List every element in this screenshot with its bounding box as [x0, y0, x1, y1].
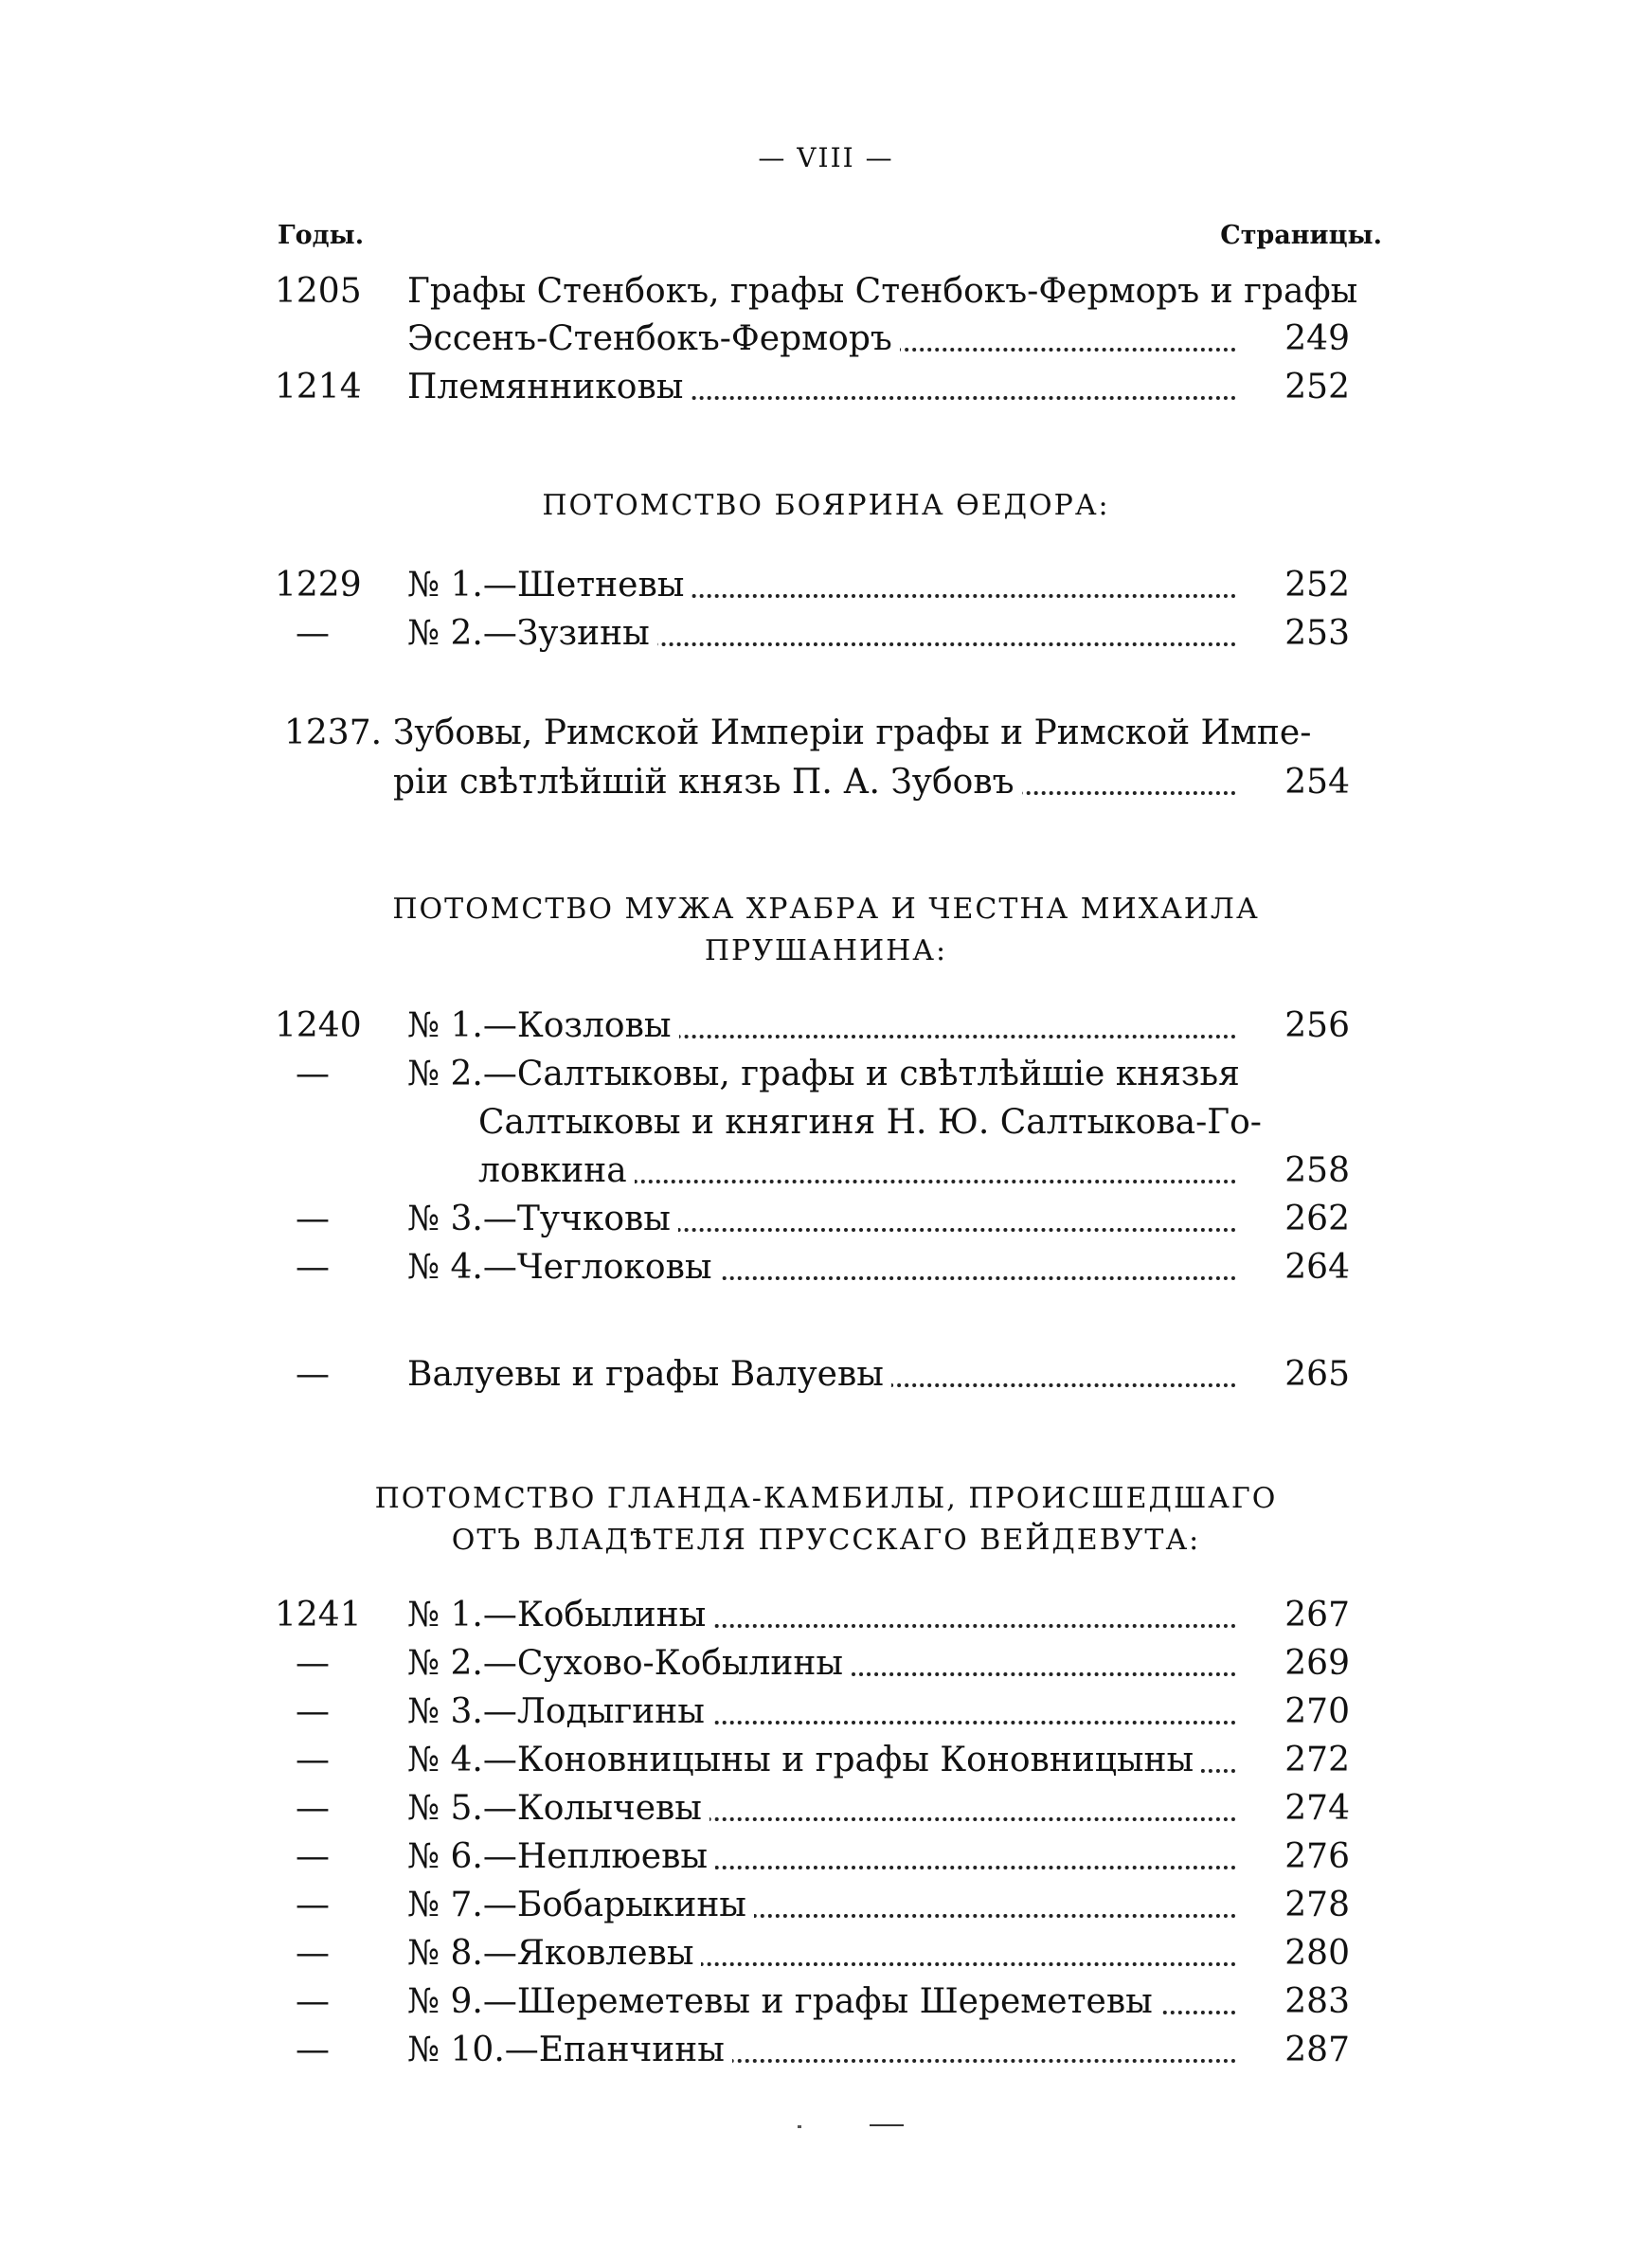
entry-year: — [296, 1789, 330, 1828]
entry-year: — [296, 1055, 330, 1093]
toc-entry [275, 268, 1369, 316]
entry-text: № 2.—Зузины [407, 610, 1236, 658]
entry-year: — [296, 614, 330, 653]
toc-entry [275, 1351, 1369, 1399]
entry-year: — [296, 1644, 330, 1683]
entry-year: — [296, 1741, 330, 1779]
entry-year: — [296, 1837, 330, 1876]
toc-entry [275, 562, 1369, 609]
entry-page: 278 [1284, 1886, 1350, 1924]
toc-entry [275, 1978, 1369, 2026]
toc-entry [275, 1592, 1369, 1639]
section-title: ПОТОМСТВО МУЖА ХРАБРА И ЧЕСТНА МИХАИЛА [392, 893, 1260, 926]
entry-text: № 1.—Шетневы [407, 562, 1236, 609]
entry-page: 269 [1284, 1644, 1350, 1683]
entry-text: № 7.—Бобарыкины [407, 1882, 1236, 1929]
entry-text: № 10.—Епанчины [407, 2027, 1236, 2074]
toc-entry [275, 1930, 1369, 1977]
entry-page: 276 [1284, 1837, 1350, 1876]
entry-page: 280 [1284, 1934, 1350, 1973]
entry-text: № 3.—Тучковы [407, 1196, 1236, 1243]
entry-text: № 1.—Козловы [407, 1002, 1236, 1050]
entry-year: 1214 [275, 368, 362, 406]
entry-text: № 4.—Чеглоковы [407, 1244, 1236, 1291]
toc-entry [275, 710, 1369, 757]
entry-text: № 3.—Лодыгины [407, 1688, 1236, 1736]
section-title: ПОТОМСТВО БОЯРИНА ѲЕДОРА: [542, 489, 1110, 522]
toc-entry-continuation [275, 1147, 1369, 1195]
toc-entry [275, 1737, 1369, 1784]
entry-year: — [296, 2031, 330, 2069]
entry-text: № 5.—Колычевы [407, 1785, 1236, 1833]
entry-year: 1205 [275, 272, 362, 311]
entry-page: 262 [1284, 1200, 1350, 1238]
entry-year: 1237. [284, 713, 383, 752]
entry-page: 265 [1284, 1355, 1350, 1394]
entry-page: 254 [1284, 763, 1350, 802]
toc-entry [275, 1833, 1369, 1881]
entry-page: 272 [1284, 1741, 1350, 1779]
entry-text: № 2.—Сухово-Кобылины [407, 1640, 1236, 1688]
entry-page: 274 [1284, 1789, 1350, 1828]
toc-entry [275, 2027, 1369, 2074]
entry-year: — [296, 1886, 330, 1924]
toc-entry [275, 1882, 1369, 1929]
entry-text: № 8.—Яковлевы [407, 1930, 1236, 1977]
section-title: ПОТОМСТВО ГЛАНДА-КАМБИЛЫ, ПРОИСШЕДШАГО [374, 1482, 1278, 1515]
toc-entry-continuation [275, 759, 1369, 806]
entry-year: 1240 [275, 1006, 362, 1045]
toc-entry [275, 1051, 1369, 1098]
entry-text: ріи свѣтлѣйшій князь П. А. Зубовъ [393, 759, 1236, 806]
entry-page: 267 [1284, 1596, 1350, 1634]
pages-column-header: Страницы. [1220, 221, 1382, 250]
entry-page: 270 [1284, 1692, 1350, 1731]
entry-year: — [296, 1692, 330, 1731]
entry-text: № 6.—Неплюевы [407, 1833, 1236, 1881]
entry-text: № 9.—Шереметевы и графы Шереметевы [407, 1978, 1236, 2026]
years-column-header: Годы. [278, 221, 365, 250]
toc-entry [275, 1196, 1369, 1243]
toc-entry [275, 1640, 1369, 1688]
entry-year: — [296, 1200, 330, 1238]
toc-entry [275, 1244, 1369, 1291]
entry-page: 283 [1284, 1982, 1350, 2021]
entry-text: ловкина [478, 1147, 1236, 1195]
entry-year: — [296, 1934, 330, 1973]
entry-year: 1229 [275, 566, 362, 605]
entry-text: Эссенъ-Стенбокъ-Ферморъ [407, 316, 1236, 363]
entry-page: 264 [1284, 1248, 1350, 1287]
entry-page: 252 [1284, 368, 1350, 406]
toc-entry [275, 364, 1369, 411]
end-rule [870, 2124, 904, 2126]
entry-year: — [296, 1982, 330, 2021]
toc-entry [275, 1002, 1369, 1050]
entry-year: 1241 [275, 1596, 362, 1634]
entry-page: 256 [1284, 1006, 1350, 1045]
entry-page: 287 [1284, 2031, 1350, 2069]
toc-entry-continuation [275, 1099, 1369, 1147]
entry-text: Салтыковы и княгиня Н. Ю. Салтыкова-Го- [478, 1099, 1236, 1147]
entry-page: 252 [1284, 566, 1350, 605]
entry-text: № 1.—Кобылины [407, 1592, 1236, 1639]
page-folio: — VIII — [758, 142, 894, 173]
entry-text: Валуевы и графы Валуевы [407, 1351, 1236, 1399]
entry-text: Племянниковы [407, 364, 1236, 411]
entry-text: № 2.—Салтыковы, графы и свѣтлѣйшіе князья [407, 1051, 1236, 1098]
section-title-continuation: ПРУШАНИНА: [704, 934, 948, 967]
toc-entry [275, 610, 1369, 658]
entry-page: 258 [1284, 1151, 1350, 1190]
print-speck [798, 2125, 801, 2128]
toc-entry [275, 1688, 1369, 1736]
entry-year: — [296, 1248, 330, 1287]
entry-text: Графы Стенбокъ, графы Стенбокъ-Ферморъ и графы [407, 268, 1236, 316]
entry-text: № 4.—Коновницыны и графы Коновницыны [407, 1737, 1236, 1784]
toc-entry-continuation [275, 316, 1369, 363]
entry-page: 249 [1284, 319, 1350, 358]
toc-entry [275, 1785, 1369, 1833]
entry-page: 253 [1284, 614, 1350, 653]
entry-year: — [296, 1355, 330, 1394]
entry-text: Зубовы, Римской Имперіи графы и Римской Импе- [393, 710, 1236, 757]
section-title-continuation: ОТЪ ВЛАДѢТЕЛЯ ПРУССКАГО ВЕЙДЕВУТА: [451, 1524, 1201, 1557]
